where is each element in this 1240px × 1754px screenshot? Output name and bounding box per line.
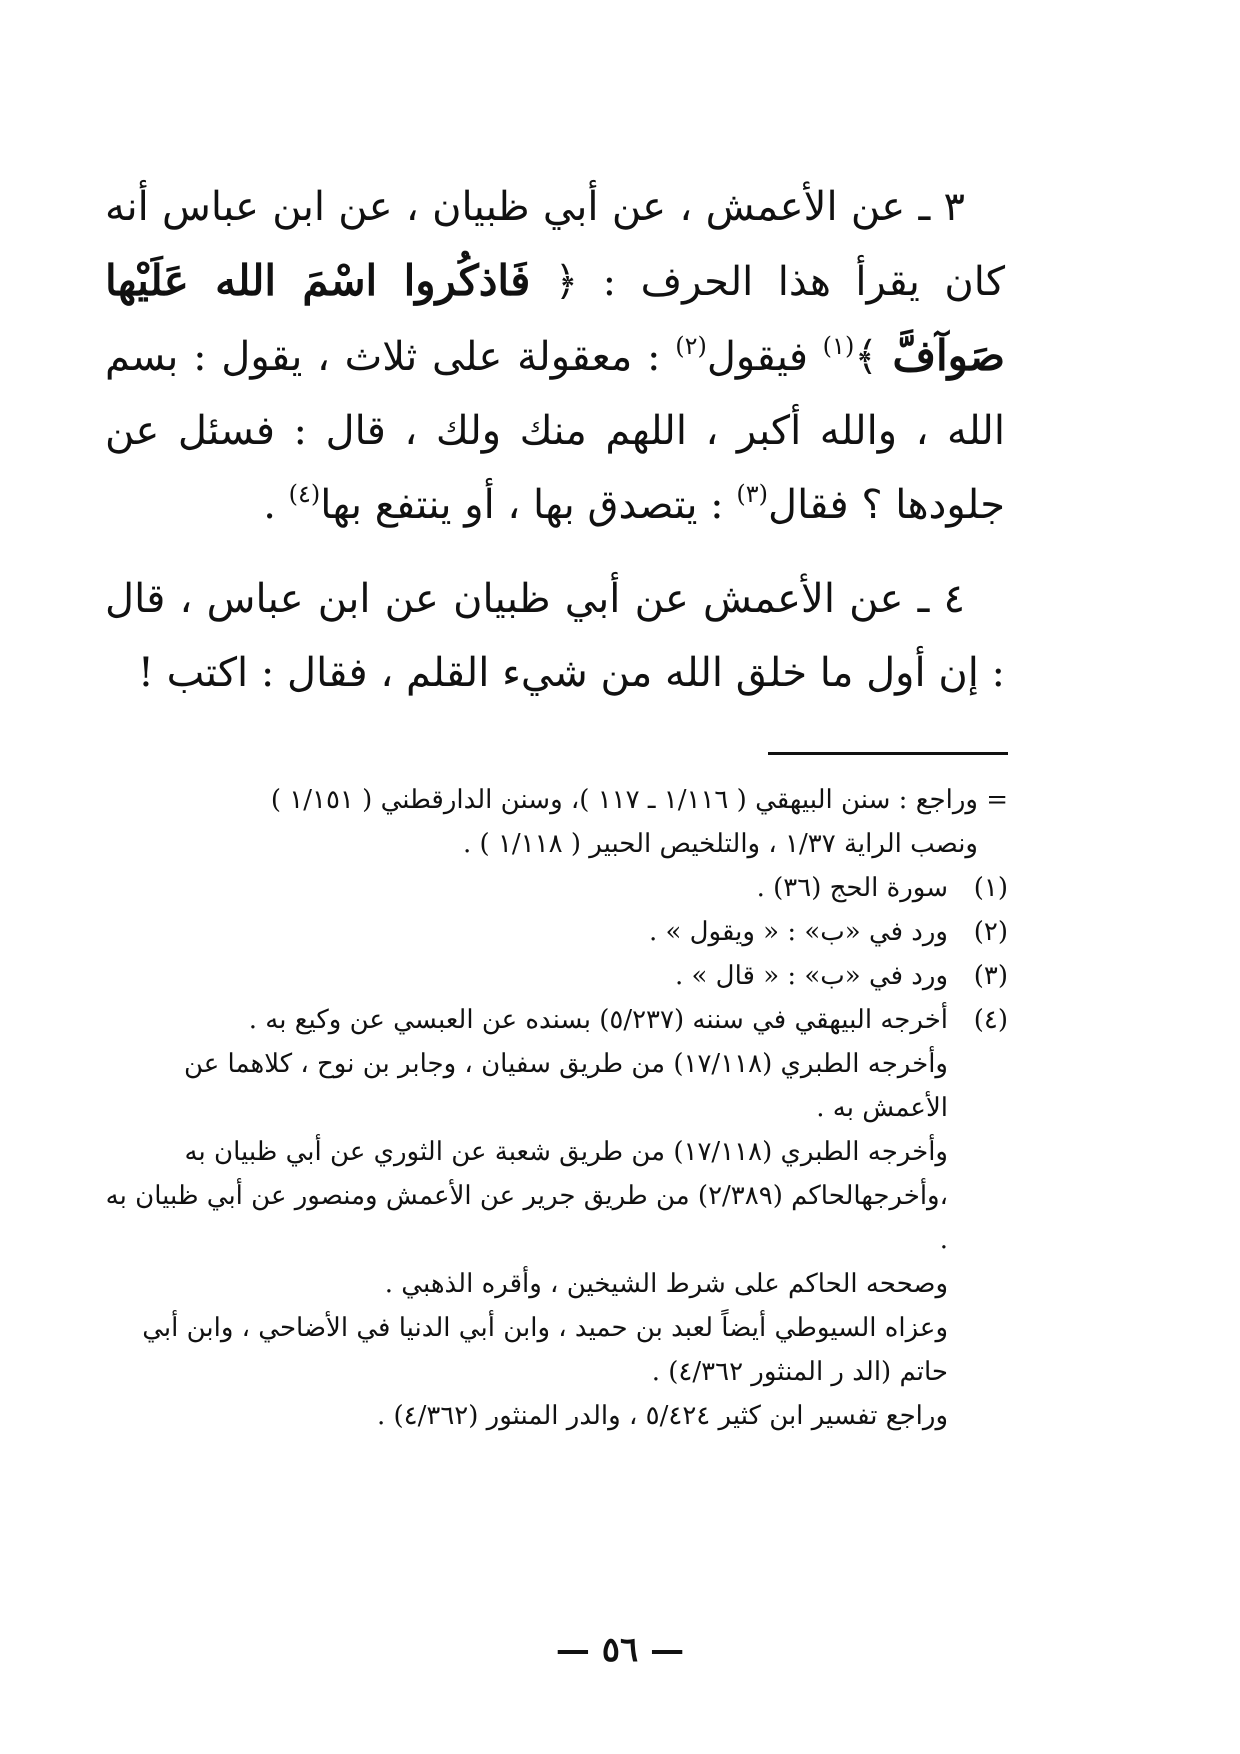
hadith-3-end: . [263,482,289,528]
footnote-4 [103,998,1008,1438]
footnotes [103,778,1008,1438]
hadith-4: ٤ ـ عن الأعمش عن أبي ظبيان عن ابن عباس ، قال : إن أول ما خلق الله من شيء القلم ، فقال : اكتب ! [105,576,1005,696]
footnote-number: (٤) [973,1005,1008,1035]
footnote-line: وعزاه السيوطي أيضاً لعبد بن حميد ، وابن أبي الدنيا في الأضاحي ، وابن أبي حاتم (الد ر المنثور ٤/٣٦٢) . [142,1313,948,1387]
footnote-separator [768,752,1008,755]
footnote-1 [103,866,1008,910]
hadith-3-text: : يتصدق بها ، أو ينتفع بها [320,482,737,528]
footnote-ref-1: (١) [822,332,855,360]
footnote-line: ونصب الراية ١/٣٧ ، والتلخيص الحبير ( ١/١١٨ ) . [463,829,978,859]
main-text [105,170,1005,710]
footnote-line: = وراجع : سنن البيهقي ( ١/١١٦ ـ ١١٧ )، وسنن الدارقطني ( ١/١٥١ ) [270,785,1008,815]
page-number: — ٥٦ — [555,1630,685,1670]
hadith-3-intro: ٣ ـ عن الأعمش ، عن أبي ظبيان ، عن ابن عباس أنه كان يقرأ هذا الحرف : [105,184,1005,305]
footnote-continuation [103,778,1008,866]
footnote-line: وراجع تفسير ابن كثير ٥/٤٢٤ ، والدر المنثور (٤/٣٦٢) . [376,1401,948,1431]
footnote-line: وصححه الحاكم على شرط الشيخين ، وأقره الذهبي . [384,1269,948,1299]
footnote-line: وأخرجه الطبري (١٧/١١٨) من طريق سفيان ، وجابر بن نوح ، كلاهما عن الأعمش به . [183,1049,948,1123]
footnote-line: سورة الحج (٣٦) . [756,873,948,903]
footnote-line: ورد في «ب» : « قال » . [674,961,948,991]
footnote-3 [103,954,1008,998]
footnote-ref-3: (٣) [736,480,768,508]
footnote-line: وأخرجه الطبري (١٧/١١٨) من طريق شعبة عن الثوري عن أبي ظبيان به ،وأخرجهالحاكم (٢/٣٨٩) من طريق جرير عن الأعمش ومنصور عن أبي ظبيان به . [105,1137,948,1255]
hadith-3-text: فيقول [706,334,823,380]
ornate-bracket-open: ﴿ [554,259,579,305]
footnote-number: (١) [973,873,1008,903]
footnote-number: (٣) [973,961,1008,991]
hadith-3 [105,170,1005,542]
footnote-ref-2: (٢) [675,332,707,360]
hadith-3-text: : معقولة على ثلاث ، يقول : بسم الله ، والله أكبر ، اللهم منك ولك ، قال : فسئل عن جلودها ؟ فقال [105,334,1005,528]
footnote-2 [103,910,1008,954]
footnote-number: (٢) [973,917,1008,947]
quran-verse: فَاذكُروا اسْمَ الله عَلَيْها صَوآفَّ [105,256,1006,380]
ornate-bracket-close: ﴾ [854,334,878,380]
footnote-line: ورد في «ب» : « ويقول » . [648,917,948,947]
footnote-ref-4: (٤) [288,480,321,508]
footnote-line: أخرجه البيهقي في سننه (٥/٢٣٧) بسنده عن العبسي عن وكيع به . [248,1005,948,1035]
